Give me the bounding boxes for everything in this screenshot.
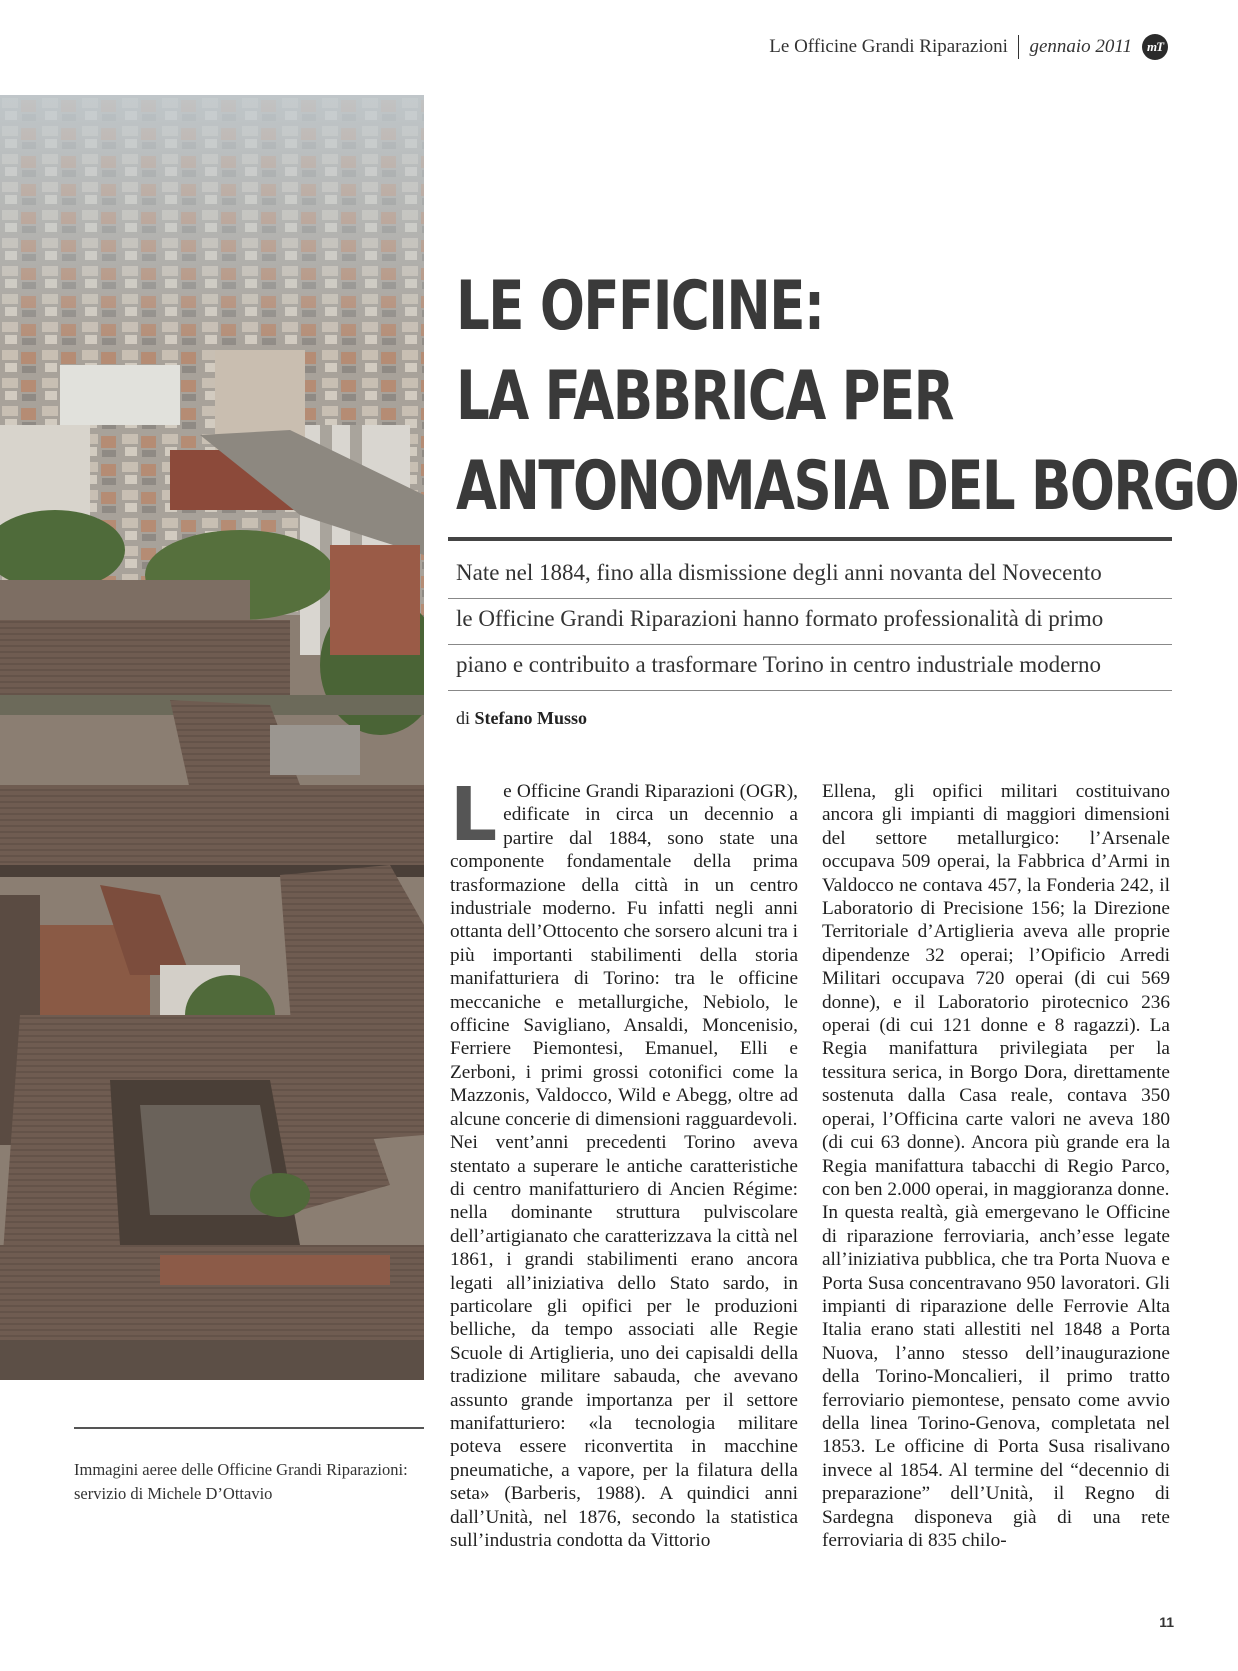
caption-divider: [74, 1427, 424, 1429]
article-column-1: [450, 772, 799, 1552]
paragraph: In questa realtà, già emergevano le Officine di riparazione ferroviaria, anch’esse legate all’iniziativa pubblica, che tra Porta Nuova e Porta Susa concentravano 950 lavoratori. Gli impianti di riparazione delle Ferrovie Alta Italia erano stati allestiti nel 1848 a Porta Nuova, l’anno stesso dell’inaugurazione della Torino-Moncalieri, il primo tratto ferroviario piemontese, pensato come avvio della linea Torino-Genova, completata nel 1853. Le officine di Porta Susa risalivano invece al 1854. Al termine del “decennio di preparazione” dell’Unità, il Regno di Sardegna disponeva già di una rete ferroviaria di 835 chilo-: [822, 1202, 1170, 1551]
title-divider: [448, 537, 1172, 541]
title-line: LA FABBRICA PER: [456, 357, 953, 436]
title-line: LE OFFICINE:: [456, 267, 824, 346]
photo-caption: [74, 1458, 424, 1506]
paragraph: Nei vent’anni precedenti Torino aveva stentato a superare le antiche caratteristiche di centro manifatturiero di Ancien Régime: nella dominante struttura pulviscolare dell’artigianato che caratterizzava la città nel 1861, i grandi stabilimenti erano ancora legati all’iniziativa dello Stato sardo, in particolare gli opifici per le produzioni belliche, da tempo associati alle Regie Scuole di Artiglieria, uno dei capisaldi della tradizione militare sabauda, che avevano assunto grande importanza per il settore manifatturiero: «la tecnologia militare poteva essere riconvertita in macchine pneumatiche, a vapore, per la filatura della seta» (Barberis, 1988). A quindici anni dall’Unità, nel 1876, secondo la statistica sull’industria condotta da Vittorio: [450, 1132, 798, 1551]
page-number: 11: [1159, 1614, 1174, 1630]
header-date: gennaio 2011: [1029, 36, 1132, 57]
article-title: [456, 262, 1238, 532]
paragraph: Ellena, gli opifici militari costituivano ancora gli impianti di maggiori dimensioni del settore metallurgico: l’Arsenale occupava 509 operai, la Fabbrica d’Armi in Valdocco ne contava 457, la Fonderia 242, il Laboratorio di Precisione 156; la Direzione Territoriale d’Artiglieria aveva alle proprie dipendenze 32 operai; l’Opificio Arredi Militari occupava 720 operai (di cui 569 donne), e il Laboratorio pirotecnico 236 operai (di cui 121 donne e 8 ragazzi). La Regia manifattura privilegiata per la tessitura serica, in Borgo Dora, direttamente sostenuta dalla Casa reale, contava 350 operai, l’Officina carte valori ne aveva 180 (di cui 63 donne). Ancora più grande era la Regia manifattura tabacchi di Regio Parco, con ben 2.000 operai, in maggioranza donne.: [822, 781, 1170, 1200]
caption-line: Immagini aeree delle Officine Grandi Riparazioni:: [74, 1460, 408, 1479]
header-divider: [1018, 35, 1020, 59]
aerial-photo-image: [0, 95, 424, 1380]
drop-cap: L: [450, 772, 498, 858]
byline-prefix: di: [456, 708, 471, 728]
subtitle-line: Nate nel 1884, fino alla dismissione degli anni novanta del Novecento: [448, 553, 1172, 599]
article-column-2: [822, 780, 1170, 1552]
subtitle-line: piano e contribuito a trasformare Torino in centro industriale moderno: [448, 645, 1172, 691]
caption-line: servizio di Michele D’Ottavio: [74, 1484, 273, 1503]
subtitle-line: le Officine Grandi Riparazioni hanno formato professionalità di primo: [448, 599, 1172, 645]
running-header: [769, 34, 1168, 60]
byline-author: Stefano Musso: [474, 708, 588, 728]
header-section: Le Officine Grandi Riparazioni: [769, 36, 1008, 57]
paragraph: [450, 772, 799, 1131]
byline: [456, 708, 587, 729]
aerial-photo: [0, 95, 424, 1380]
magazine-logo-icon: mT: [1142, 34, 1168, 60]
title-line: ANTONOMASIA DEL BORGO: [456, 447, 1238, 526]
article-subtitle: [448, 553, 1172, 691]
paragraph-text: e Officine Grandi Riparazioni (OGR), edificate in circa un decennio a partire dal 1884, sono state una componente fondamentale della prima trasformazione della città in un centro industriale moderno. Fu infatti negli anni ottanta dell’Ottocento che sorsero alcuni tra i più importanti stabilimenti della storia manifatturiera di Torino: tra le officine meccaniche e metallurgiche, Nebiolo, le officine Savigliano, Ansaldi, Moncenisio, Ferriere Piemontesi, Emanuel, Elli e Zerboni, i primi grossi cotonifici come la Mazzonis, Valdocco, Wild e Abegg, oltre ad alcune concerie di dimensioni ragguardevoli.: [450, 781, 799, 1130]
